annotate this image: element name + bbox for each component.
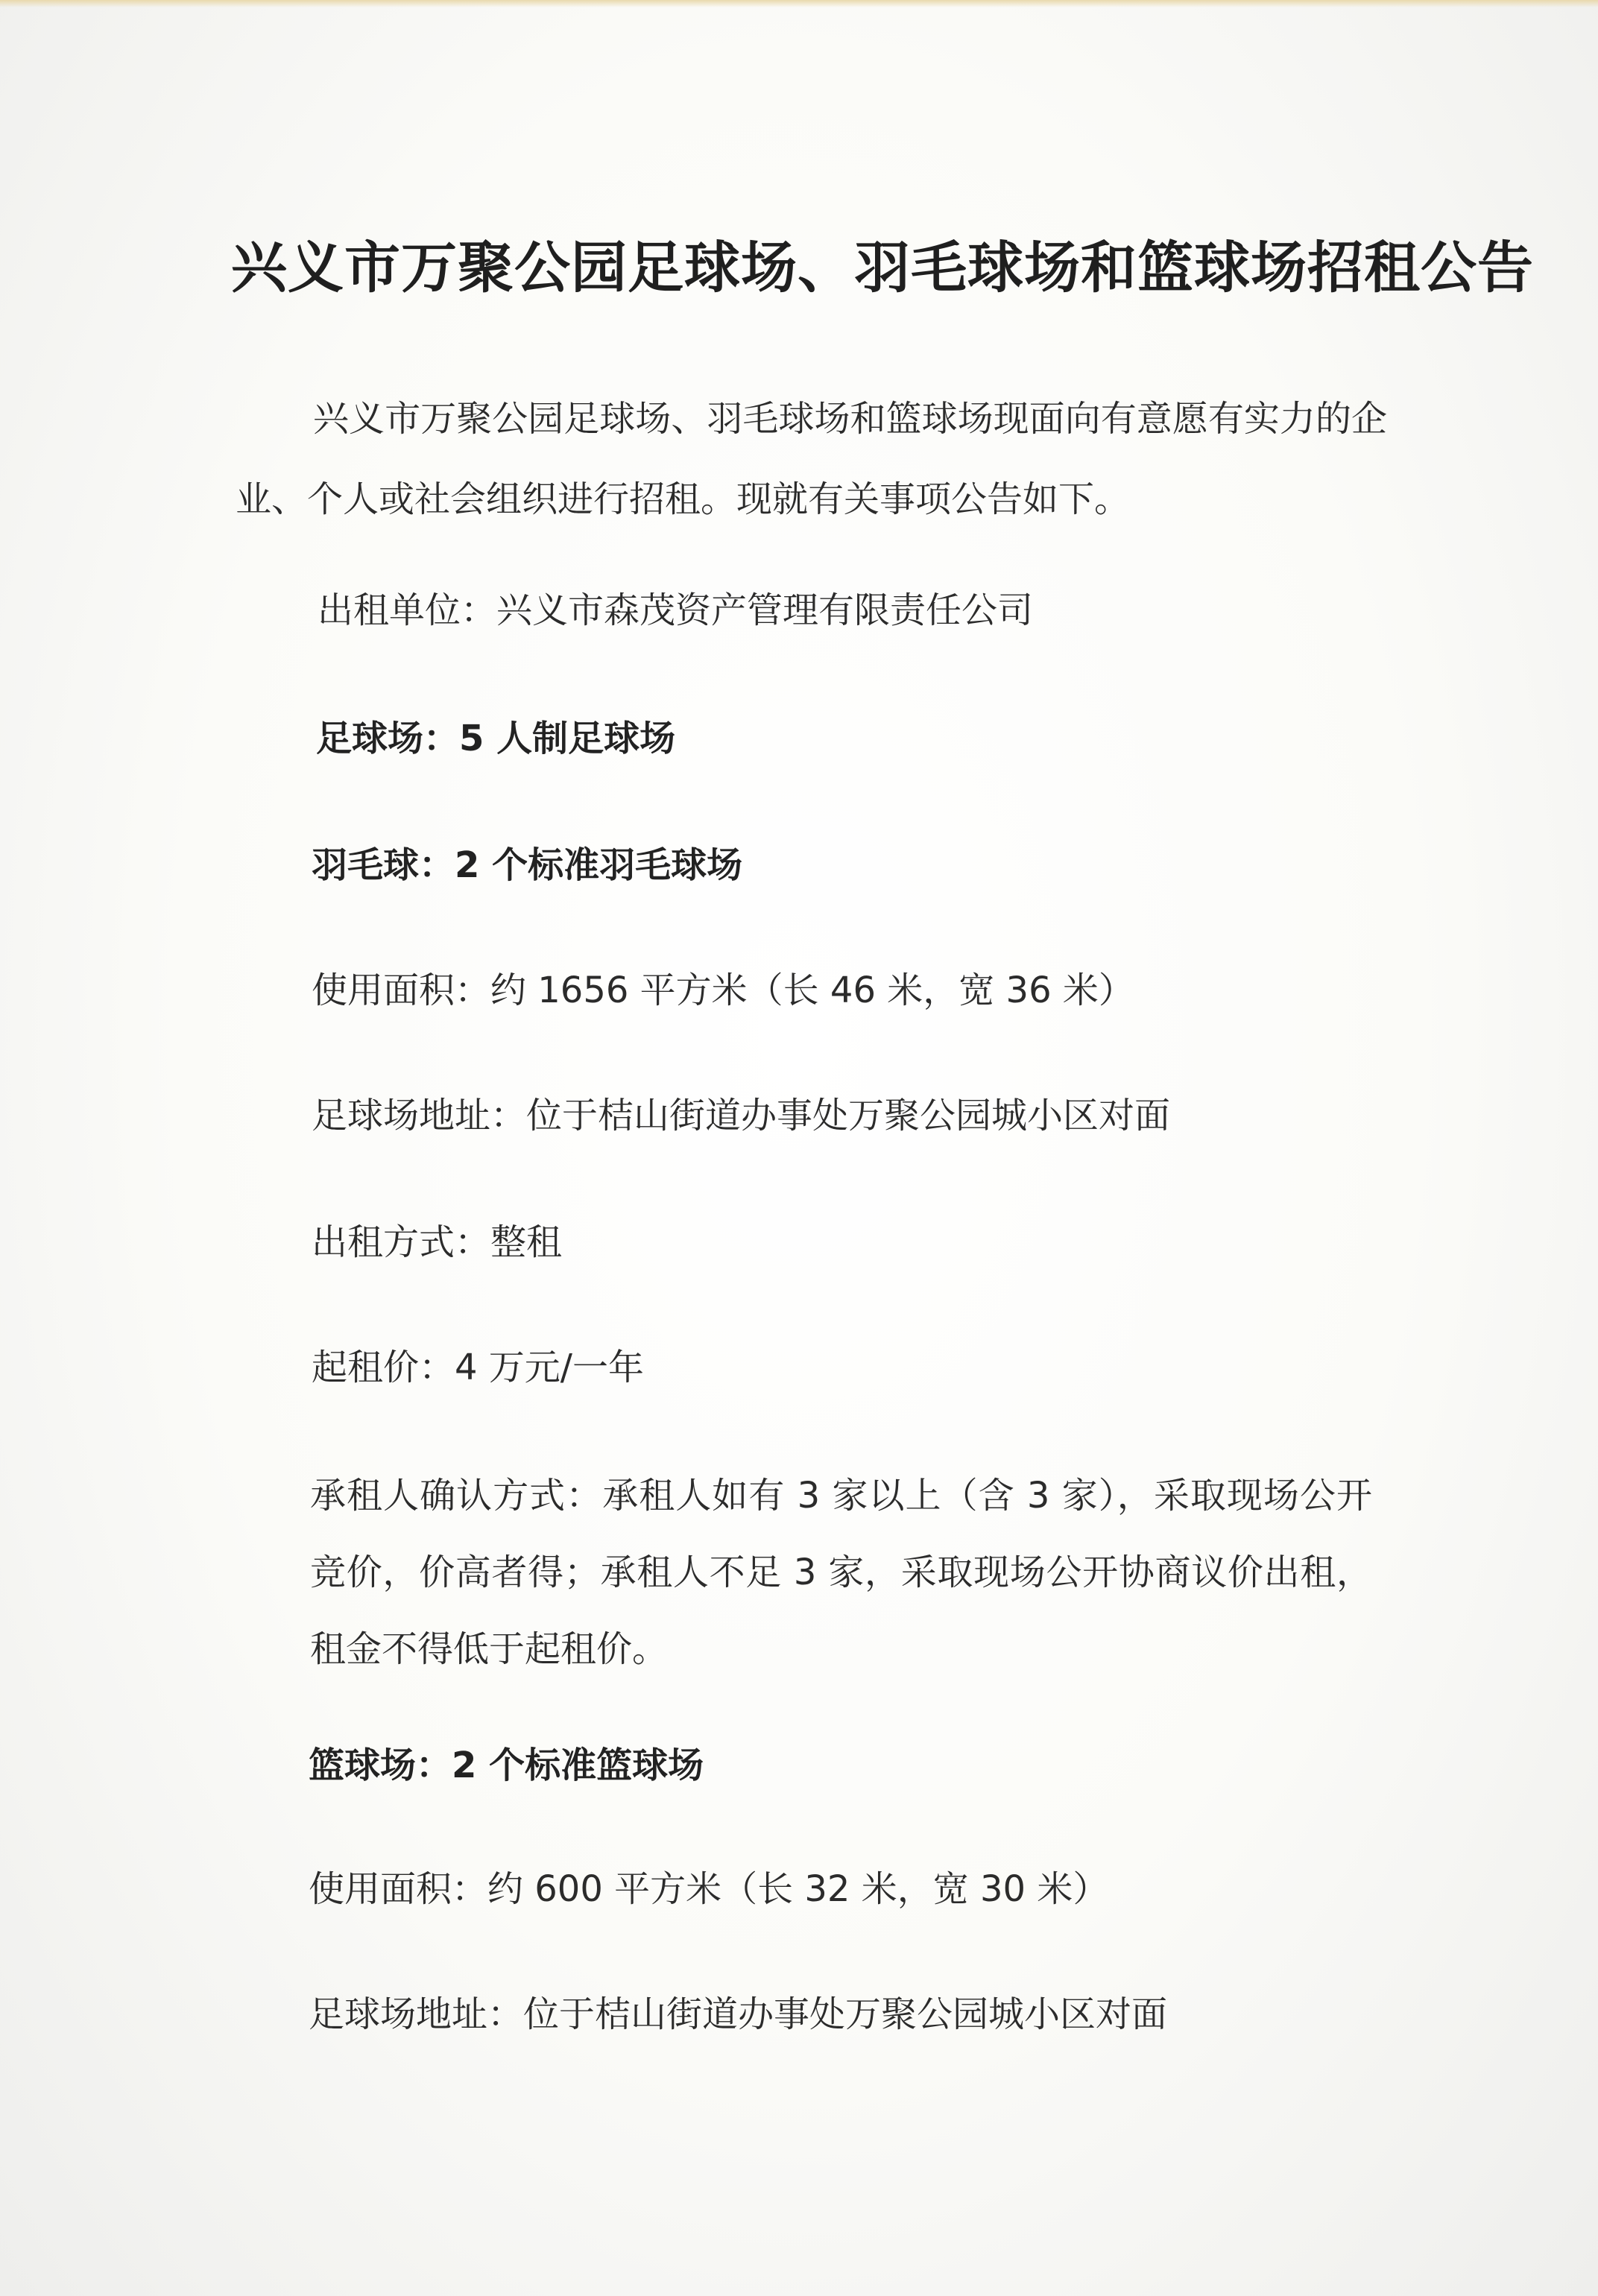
lessor-line: 出租单位：兴义市森茂资产管理有限责任公司 — [318, 589, 1034, 631]
basketball-heading: 篮球场：2 个标准篮球场 — [309, 1745, 704, 1786]
paper-top-edge — [0, 0, 1598, 7]
area-line-1: 使用面积：约 1656 平方米（长 46 米，宽 36 米） — [312, 970, 1134, 1011]
start-price-line: 起租价：4 万元/一年 — [312, 1347, 644, 1388]
address-line-1: 足球场地址：位于桔山街道办事处万聚公园城小区对面 — [312, 1095, 1171, 1136]
address-line-2: 足球场地址：位于桔山街道办事处万聚公园城小区对面 — [309, 1993, 1168, 2035]
rent-mode-line: 出租方式：整租 — [312, 1221, 563, 1263]
tenant-confirm-paragraph: 承租人确认方式：承租人如有 3 家以上（含 3 家），采取现场公开竞价，价高者得；承租人不足 3 家，采取现场公开协商议价出租，租金不得低于起租价。 — [310, 1475, 1372, 1670]
area-line-2: 使用面积：约 600 平方米（长 32 米，宽 30 米） — [309, 1868, 1109, 1910]
intro-paragraph: 兴义市万聚公园足球场、羽毛球场和篮球场现面向有意愿有实力的企业、个人或社会组织进行招租。现就有关事项公告如下。 — [236, 398, 1387, 520]
badminton-heading: 羽毛球：2 个标准羽毛球场 — [312, 844, 743, 886]
notice-title: 兴义市万聚公园足球场、羽毛球场和篮球场招租公告 — [231, 235, 1535, 300]
football-heading: 足球场：5 人制足球场 — [316, 718, 676, 759]
